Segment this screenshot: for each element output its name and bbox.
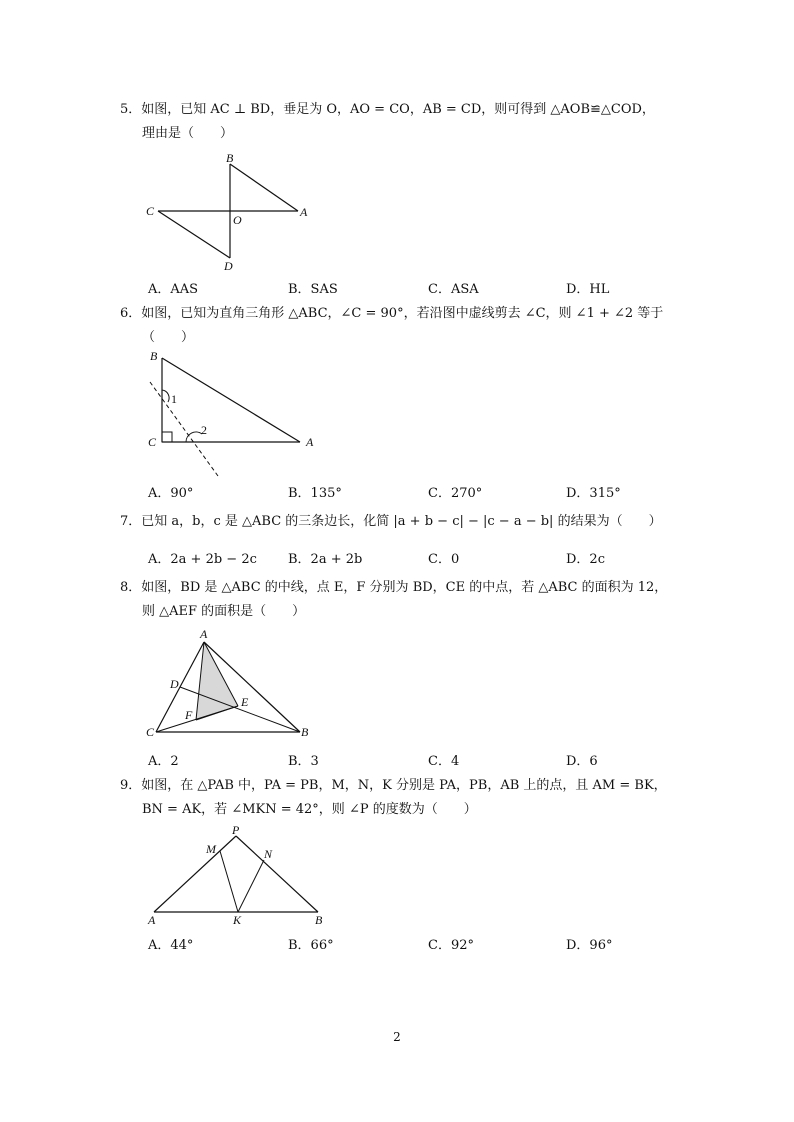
label-A: A xyxy=(306,435,314,449)
label-P: P xyxy=(232,823,240,837)
option-b[interactable]: B．SAS xyxy=(288,282,338,297)
figure-q5 xyxy=(140,150,320,272)
label-D: D xyxy=(224,259,233,273)
label-D: D xyxy=(170,677,179,691)
question-5-stem: 5．如图，已知 AC ⊥ BD，垂足为 O，AO = CO，AB = CD，则可得到 △AOB≌△COD， xyxy=(120,102,655,117)
label-A: A xyxy=(200,627,208,641)
option-c[interactable]: C．ASA xyxy=(428,282,479,297)
label-C: C xyxy=(146,725,155,739)
question-6-stem-cont: （ ） xyxy=(142,330,195,345)
label-B: B xyxy=(301,725,309,739)
label-A: A xyxy=(148,913,156,927)
options-q9 xyxy=(148,934,668,954)
option-a[interactable]: A．2 xyxy=(148,754,179,769)
question-9-stem-cont: BN = AK，若 ∠MKN = 42°，则 ∠P 的度数为（ ） xyxy=(142,802,477,817)
question-8-stem-cont: 则 △AEF 的面积是（ ） xyxy=(142,604,306,619)
label-B: B xyxy=(150,349,158,363)
option-c[interactable]: C．92° xyxy=(428,938,474,953)
option-d[interactable]: D．2c xyxy=(566,552,605,567)
options-q5 xyxy=(148,278,668,298)
figure-q8 xyxy=(140,626,330,742)
question-8 xyxy=(120,576,680,624)
label-N: N xyxy=(264,847,273,861)
option-b[interactable]: B．2a + 2b xyxy=(288,552,363,567)
label-M: M xyxy=(206,842,216,856)
option-c[interactable]: C．270° xyxy=(428,486,483,501)
label-B: B xyxy=(315,913,323,927)
question-5 xyxy=(120,98,680,146)
option-a[interactable]: A．44° xyxy=(148,938,194,953)
option-a[interactable]: A．2a + 2b − 2c xyxy=(148,552,257,567)
option-c[interactable]: C．4 xyxy=(428,754,460,769)
label-B: B xyxy=(226,151,234,165)
label-O: O xyxy=(233,213,242,227)
label-F: F xyxy=(185,708,193,722)
option-d[interactable]: D．96° xyxy=(566,938,613,953)
question-7-stem: 7．已知 a，b，c 是 △ABC 的三条边长，化简 |a + b − c| − |c − a − b| 的结果为（ ） xyxy=(120,514,662,529)
question-6 xyxy=(120,302,680,350)
option-d[interactable]: D．6 xyxy=(566,754,598,769)
question-7 xyxy=(120,510,680,534)
question-6-stem: 6．如图，已知为直角三角形 △ABC，∠C = 90°，若沿图中虚线剪去 ∠C，则 ∠1 + ∠2 等于 xyxy=(120,306,664,321)
option-b[interactable]: B．135° xyxy=(288,486,342,501)
label-angle-2: 2 xyxy=(201,423,207,437)
label-K: K xyxy=(233,913,242,927)
options-q6 xyxy=(148,482,668,502)
options-q7 xyxy=(148,548,668,568)
option-a[interactable]: A．90° xyxy=(148,486,194,501)
options-q8 xyxy=(148,750,668,770)
question-8-stem: 8．如图，BD 是 △ABC 的中线，点 E，F 分别为 BD，CE 的中点，若 △ABC 的面积为 12， xyxy=(120,580,668,595)
label-C: C xyxy=(148,435,157,449)
option-a[interactable]: A．AAS xyxy=(148,282,199,297)
label-E: E xyxy=(241,695,249,709)
question-9 xyxy=(120,774,680,822)
option-b[interactable]: B．3 xyxy=(288,754,319,769)
label-A: A xyxy=(300,205,308,219)
figure-q6 xyxy=(140,346,340,480)
label-C: C xyxy=(146,204,155,218)
option-c[interactable]: C．0 xyxy=(428,552,460,567)
question-9-stem: 9．如图，在 △PAB 中，PA = PB，M，N，K 分别是 PA，PB，AB 上的点，且 AM = BK， xyxy=(120,778,667,793)
option-d[interactable]: D．315° xyxy=(566,486,621,501)
question-5-stem-cont: 理由是（ ） xyxy=(142,126,234,141)
option-d[interactable]: D．HL xyxy=(566,282,610,297)
figure-q9 xyxy=(140,822,340,930)
option-b[interactable]: B．66° xyxy=(288,938,334,953)
page-number: 2 xyxy=(393,1030,401,1044)
label-angle-1: 1 xyxy=(171,392,177,406)
